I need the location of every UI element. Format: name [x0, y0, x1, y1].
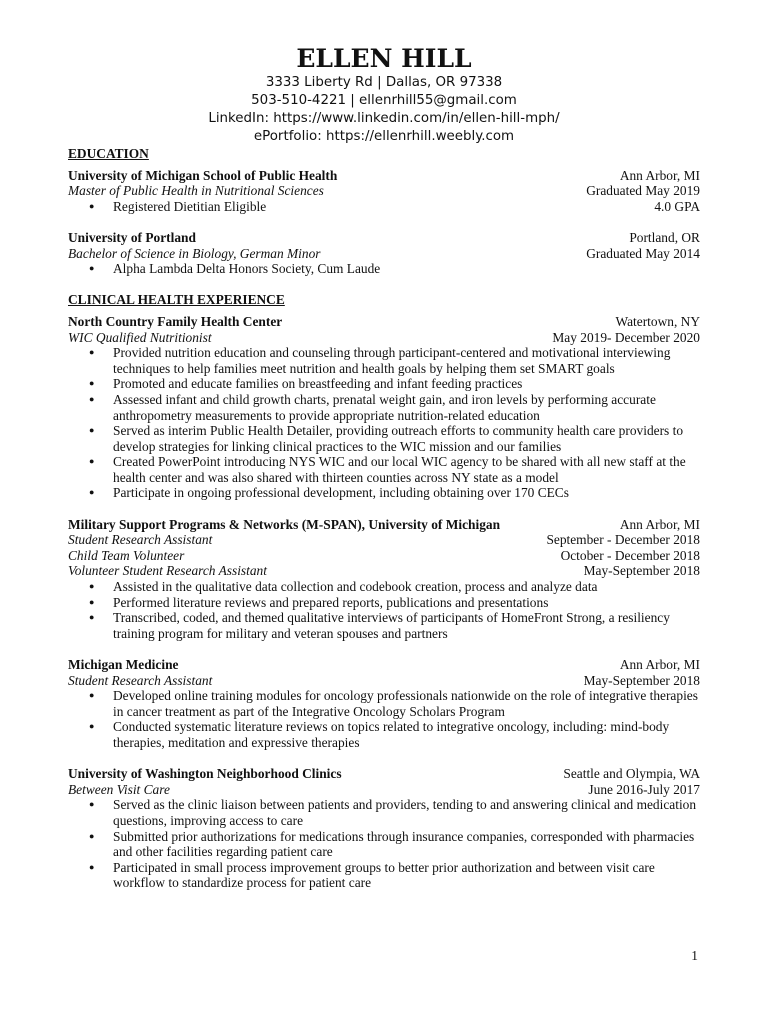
phone-email-line: 503-510-4221 | ellenrhill55@gmail.com: [251, 93, 517, 108]
experience-section: [68, 292, 700, 891]
experience-entry: [68, 517, 700, 642]
role-title: Student Research Assistant: [68, 672, 213, 688]
experience-entry: [68, 314, 700, 501]
role-title: Child Team Volunteer: [68, 547, 185, 563]
education-entry: [68, 168, 700, 215]
degree: Bachelor of Science in Biology, German Minor: [68, 245, 321, 261]
bullet-item: ● Assessed infant and child growth charts, prenatal weight gain, and iron levels by performing accurate anthropometry measurements to provide appropriate nutrition-related education: [113, 392, 700, 423]
location: Portland, OR: [629, 229, 700, 245]
experience-entry: [68, 657, 700, 751]
date: June 2016-July 2017: [588, 781, 700, 797]
section-title: EDUCATION: [68, 146, 149, 161]
gpa: 4.0 GPA: [654, 198, 700, 214]
linkedin-line[interactable]: LinkedIn: https://www.linkedin.com/in/ellen-hill-mph/: [208, 111, 560, 126]
bullet-item: ● Assisted in the qualitative data collection and codebook creation, process and analyze data: [113, 579, 700, 595]
location: Seattle and Olympia, WA: [563, 766, 700, 782]
location: Ann Arbor, MI: [619, 657, 700, 672]
date: May 2019- December 2020: [552, 329, 700, 345]
bullet-item: ● Created PowerPoint introducing NYS WIC and our local WIC agency to be shared with all new staff at the health center and was also shared with thirteen counties across NY state as a model: [113, 454, 700, 485]
date: Graduated May 2019: [586, 183, 700, 199]
school-name: University of Michigan School of Public Health: [68, 167, 338, 183]
bullet-item: ● Served as the clinic liaison between patients and providers, tending to and answering clinical and medication questions, improving access to care: [113, 797, 700, 828]
org-name: Michigan Medicine: [68, 657, 179, 672]
role-title: WIC Qualified Nutritionist: [68, 329, 212, 345]
experience-entry: [68, 766, 700, 891]
degree: Master of Public Health in Nutritional Sciences: [68, 183, 324, 199]
bullet-item: ● Transcribed, coded, and themed qualitative interviews of participants of HomeFront Strong, a resiliency training program for military and veteran spouses and partners: [113, 610, 700, 641]
date: May-September 2018: [583, 672, 700, 688]
date: September - December 2018: [546, 532, 700, 548]
bullet-item: ● Performed literature reviews and prepared reports, publications and presentations: [113, 595, 700, 611]
date: Graduated May 2014: [586, 245, 700, 261]
role-title: Volunteer Student Research Assistant: [68, 563, 267, 579]
bullet-item: ● Participate in ongoing professional development, including obtaining over 170 CECs: [113, 485, 700, 501]
bullet-item: ● Conducted systematic literature reviews on topics related to integrative oncology, including: mind-body therapies, meditation and expressive therapies: [113, 719, 700, 750]
bullet-item: ● Served as interim Public Health Detailer, providing outreach efforts to community health care providers to develop strategies for linking clinical practices to the WIC mission and our families: [113, 423, 700, 454]
page-number: 1: [691, 948, 698, 963]
bullet-item: ● Provided nutrition education and counseling through participant-centered and motivational interviewing techniques to help families meet nutrition and health goals by helping them set SMART goals: [113, 345, 700, 376]
date: May-September 2018: [583, 563, 700, 579]
school-name: University of Portland: [68, 229, 196, 245]
location: Ann Arbor, MI: [619, 516, 700, 532]
section-title: CLINICAL HEALTH EXPERIENCE: [68, 292, 285, 308]
bullet-item: ● Developed online training modules for oncology professionals nationwide on the role of integrative therapies in cancer treatment as part of the Integrative Oncology Scholars Program: [113, 688, 700, 719]
location: Ann Arbor, MI: [619, 167, 700, 183]
bullet-item: ● Participated in small process improvement groups to better prior authorization and between visit care workflow to standardize process for patient care: [113, 860, 700, 891]
candidate-name: ELLEN HILL: [296, 44, 472, 73]
org-name: University of Washington Neighborhood Clinics: [68, 766, 342, 782]
address-line: 3333 Liberty Rd | Dallas, OR 97338: [265, 75, 503, 90]
bullet-item: ● Registered Dietitian Eligible: [113, 199, 266, 215]
resume-content: [68, 146, 700, 907]
bullet-item: ● Submitted prior authorizations for medications through insurance companies, corresponded with pharmacies and other facilities regarding patient care: [113, 829, 700, 860]
role-title: Between Visit Care: [68, 781, 170, 797]
date: October - December 2018: [560, 547, 700, 563]
portfolio-line[interactable]: ePortfolio: https://ellenrhill.weebly.com: [253, 129, 515, 144]
education-entry: [68, 230, 700, 277]
org-name: Military Support Programs & Networks (M-SPAN), University of Michigan: [68, 516, 501, 532]
location: Watertown, NY: [615, 313, 700, 329]
education-section: [68, 146, 700, 277]
resume-header: [0, 44, 768, 146]
org-name: North Country Family Health Center: [68, 313, 283, 329]
bullet-item: ● Promoted and educate families on breastfeeding and infant feeding practices: [113, 376, 700, 392]
bullet-item: ● Alpha Lambda Delta Honors Society, Cum Laude: [113, 261, 700, 277]
role-title: Student Research Assistant: [68, 532, 213, 548]
